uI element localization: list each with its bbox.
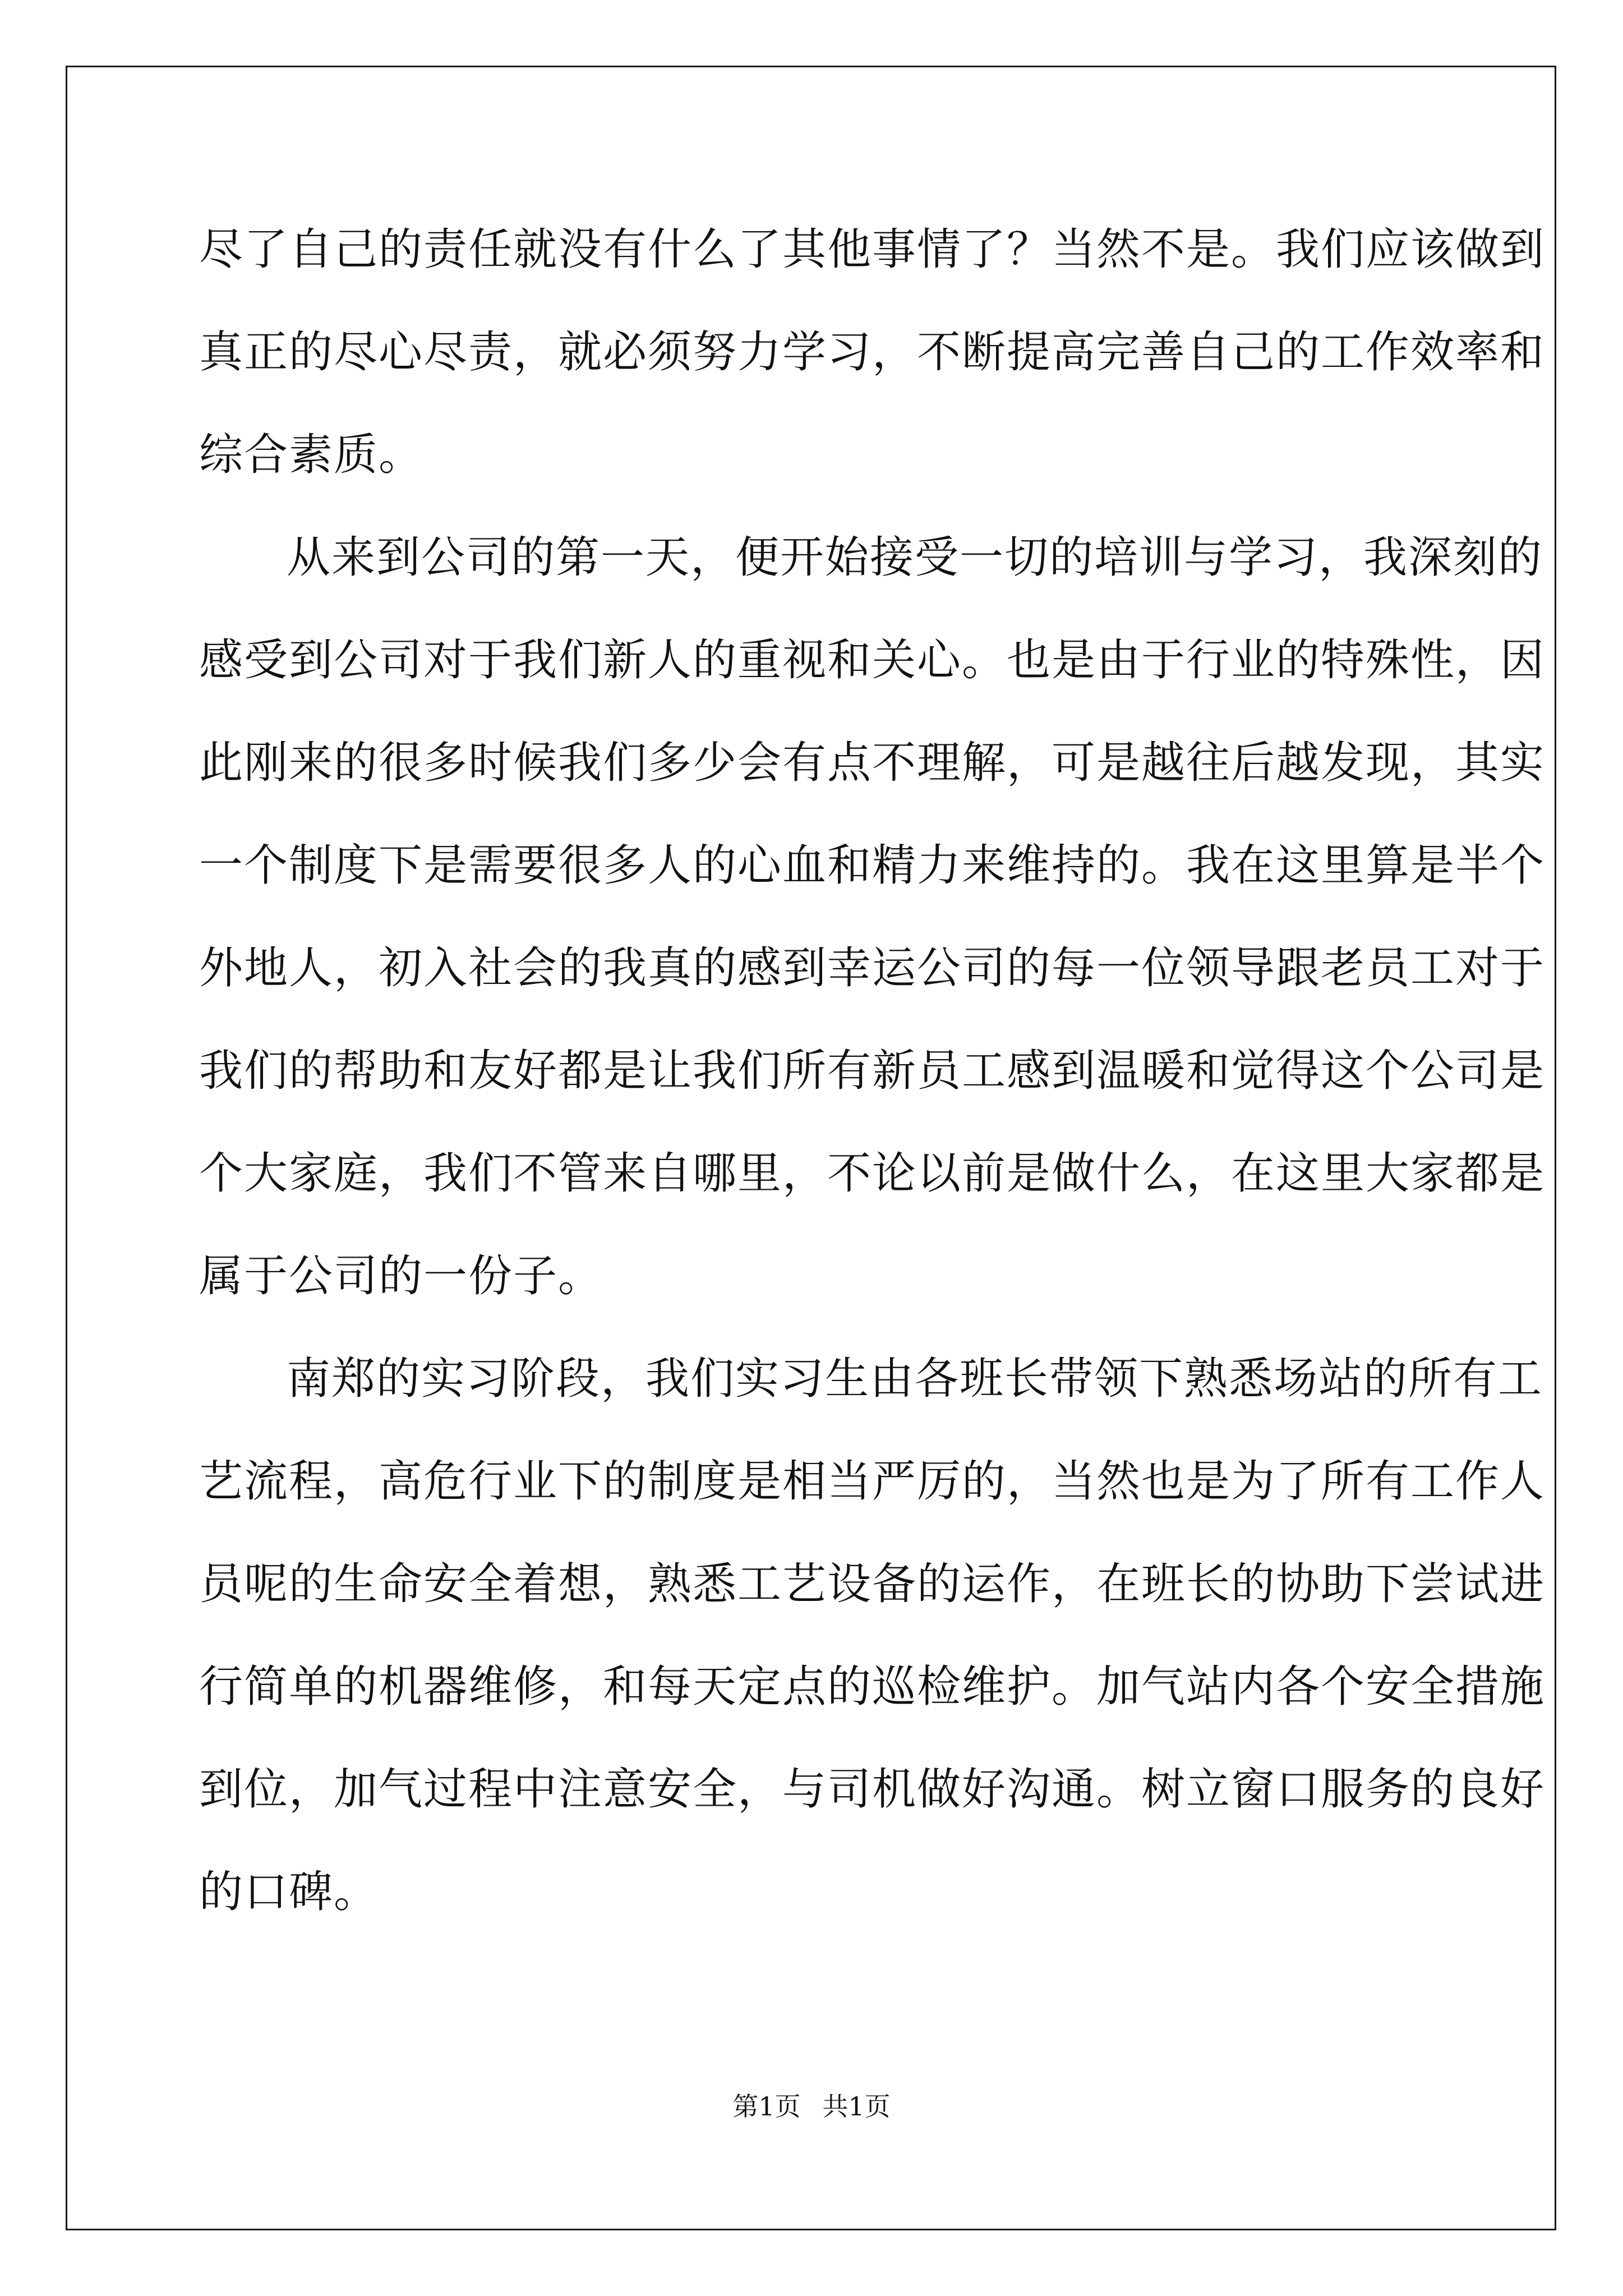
text-line: 员呢的生命安全着想，熟悉工艺设备的运作，在班长的协助下尝试进 [199,1559,1546,1609]
text-line: 的口碑。 [199,1867,379,1917]
text-line: 从来到公司的第一天，便开始接受一切的培训与学习，我深刻的 [287,532,1543,583]
text-line: 行简单的机器维修，和每天定点的巡检维护。加气站内各个安全措施 [199,1662,1546,1712]
text-line: 属于公司的一份子。 [199,1251,603,1301]
page-footer [0,2090,1623,2123]
text-line: 我们的帮助和友好都是让我们所有新员工感到温暖和觉得这个公司是 [199,1046,1546,1096]
text-line: 外地人，初入社会的我真的感到幸运公司的每一位领导跟老员工对于 [199,943,1546,993]
text-line: 一个制度下是需要很多人的心血和精力来维持的。我在这里算是半个 [199,840,1546,891]
document-body [199,213,1546,1958]
text-line: 综合素质。 [199,430,424,480]
text-line: 此刚来的很多时候我们多少会有点不理解，可是越往后越发现，其实 [199,738,1546,788]
page-number: 第1页 [732,2091,801,2122]
text-line: 到位，加气过程中注意安全，与司机做好沟通。树立窗口服务的良好 [199,1764,1546,1815]
text-line: 尽了自己的责任就没有什么了其他事情了？当然不是。我们应该做到 [199,224,1546,275]
text-line: 感受到公司对于我们新人的重视和关心。也是由于行业的特殊性，因 [199,635,1546,685]
text-line: 真正的尽心尽责，就必须努力学习，不断提高完善自己的工作效率和 [199,327,1546,378]
text-line: 个大家庭，我们不管来自哪里，不论以前是做什么，在这里大家都是 [199,1148,1546,1199]
text-line: 艺流程，高危行业下的制度是相当严厉的，当然也是为了所有工作人 [199,1456,1546,1507]
text-line: 南郑的实习阶段，我们实习生由各班长带领下熟悉场站的所有工 [287,1354,1543,1404]
page-total: 共1页 [822,2091,891,2122]
